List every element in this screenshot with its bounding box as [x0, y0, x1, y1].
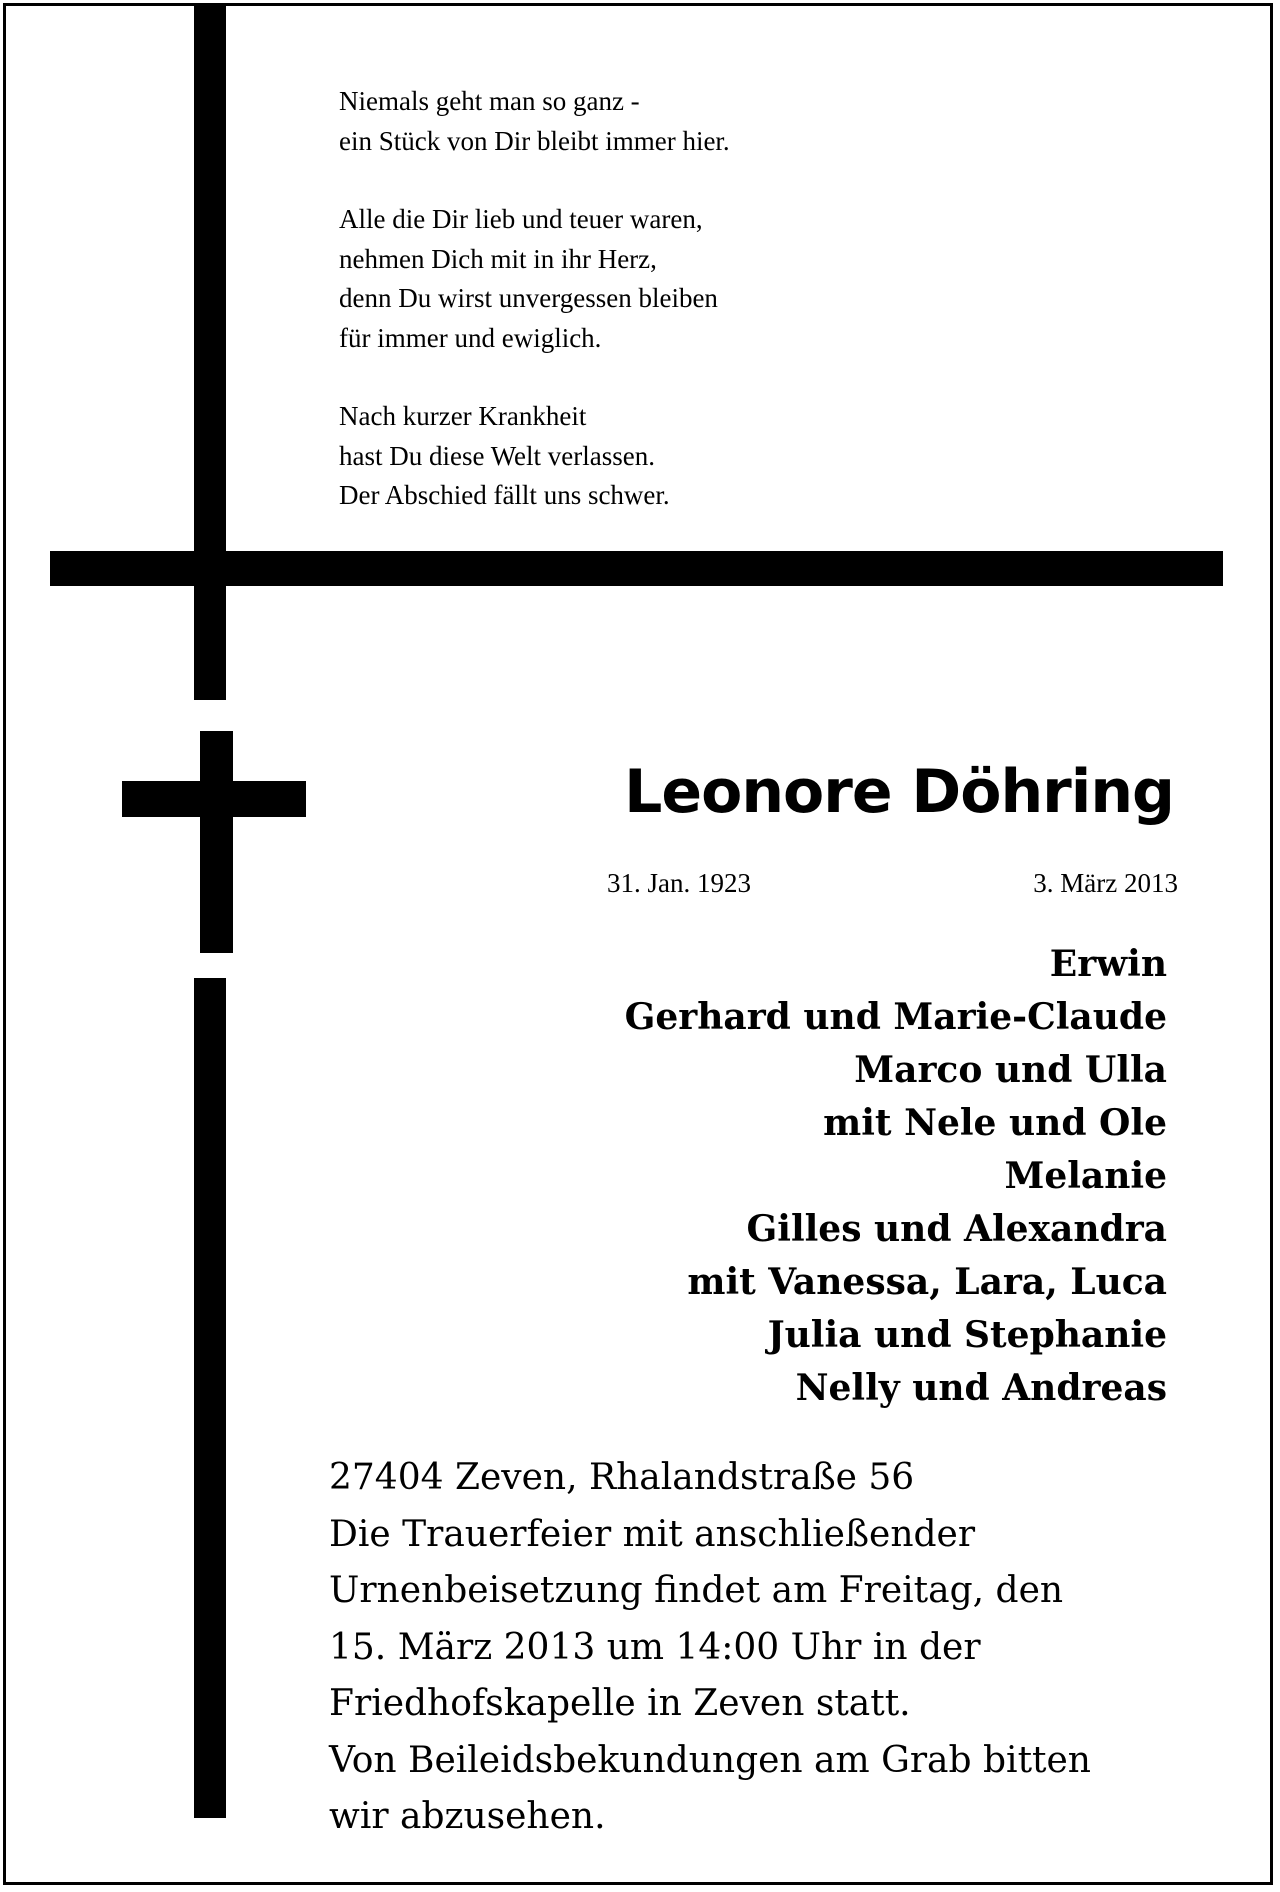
cross-horizontal-beam: [50, 551, 1223, 586]
details-line: 15. März 2013 um 14:00 Uhr in der: [329, 1626, 981, 1668]
poem-line: Niemals geht man so ganz -: [339, 86, 640, 116]
deceased-name: Leonore Döhring: [624, 757, 1174, 827]
poem-stanza: [339, 200, 1059, 358]
mourner-entry: Melanie: [1004, 1155, 1167, 1197]
poem-line: denn Du wirst unvergessen bleiben: [339, 283, 718, 313]
cross-vertical-beam: [194, 5, 226, 700]
poem-line: Der Abschied fällt uns schwer.: [339, 480, 670, 510]
mourner-entry: Julia und Stephanie: [767, 1314, 1167, 1356]
details-line: wir abzusehen.: [329, 1796, 606, 1837]
address-line: 27404 Zeven, Rhalandstraße 56: [329, 1457, 915, 1498]
birth-date: 31. Jan. 1923: [607, 868, 751, 898]
mourner-entry: Gilles und Alexandra: [746, 1208, 1167, 1250]
small-cross-horizontal-beam: [122, 781, 306, 817]
mourner-entry: Nelly und Andreas: [795, 1367, 1167, 1409]
poem-line: Alle die Dir lieb und teuer waren,: [339, 204, 703, 234]
details-line: Die Trauerfeier mit anschließender: [329, 1513, 976, 1555]
mourner-entry: mit Nele und Ole: [823, 1102, 1167, 1144]
small-cross-vertical-beam: [200, 731, 233, 953]
mourner-entry: Gerhard und Marie-Claude: [624, 996, 1167, 1038]
mourner-entry: Erwin: [1049, 943, 1167, 985]
mourner-entry: mit Vanessa, Lara, Luca: [687, 1261, 1167, 1303]
death-date: 3. März 2013: [1033, 868, 1178, 898]
vertical-divider-line: [194, 978, 226, 1818]
details-line: Friedhofskapelle in Zeven statt.: [329, 1683, 911, 1724]
poem-stanza: [339, 82, 1059, 161]
poem: [339, 82, 1059, 555]
poem-line: für immer und ewiglich.: [339, 322, 602, 353]
funeral-details: [329, 1450, 1209, 1846]
details-line: Urnenbeisetzung findet am Freitag, den: [329, 1570, 1064, 1611]
mourner-entry: Marco und Ulla: [854, 1049, 1167, 1091]
details-line: Von Beileidsbekundungen am Grab bitten: [329, 1739, 1091, 1781]
poem-line: hast Du diese Welt verlassen.: [339, 440, 655, 471]
poem-line: ein Stück von Dir bleibt immer hier.: [339, 125, 730, 156]
mourners-list: [625, 938, 1167, 1415]
poem-line: Nach kurzer Krankheit: [339, 401, 587, 431]
poem-line: nehmen Dich mit in ihr Herz,: [339, 243, 657, 274]
poem-stanza: [339, 397, 1059, 516]
